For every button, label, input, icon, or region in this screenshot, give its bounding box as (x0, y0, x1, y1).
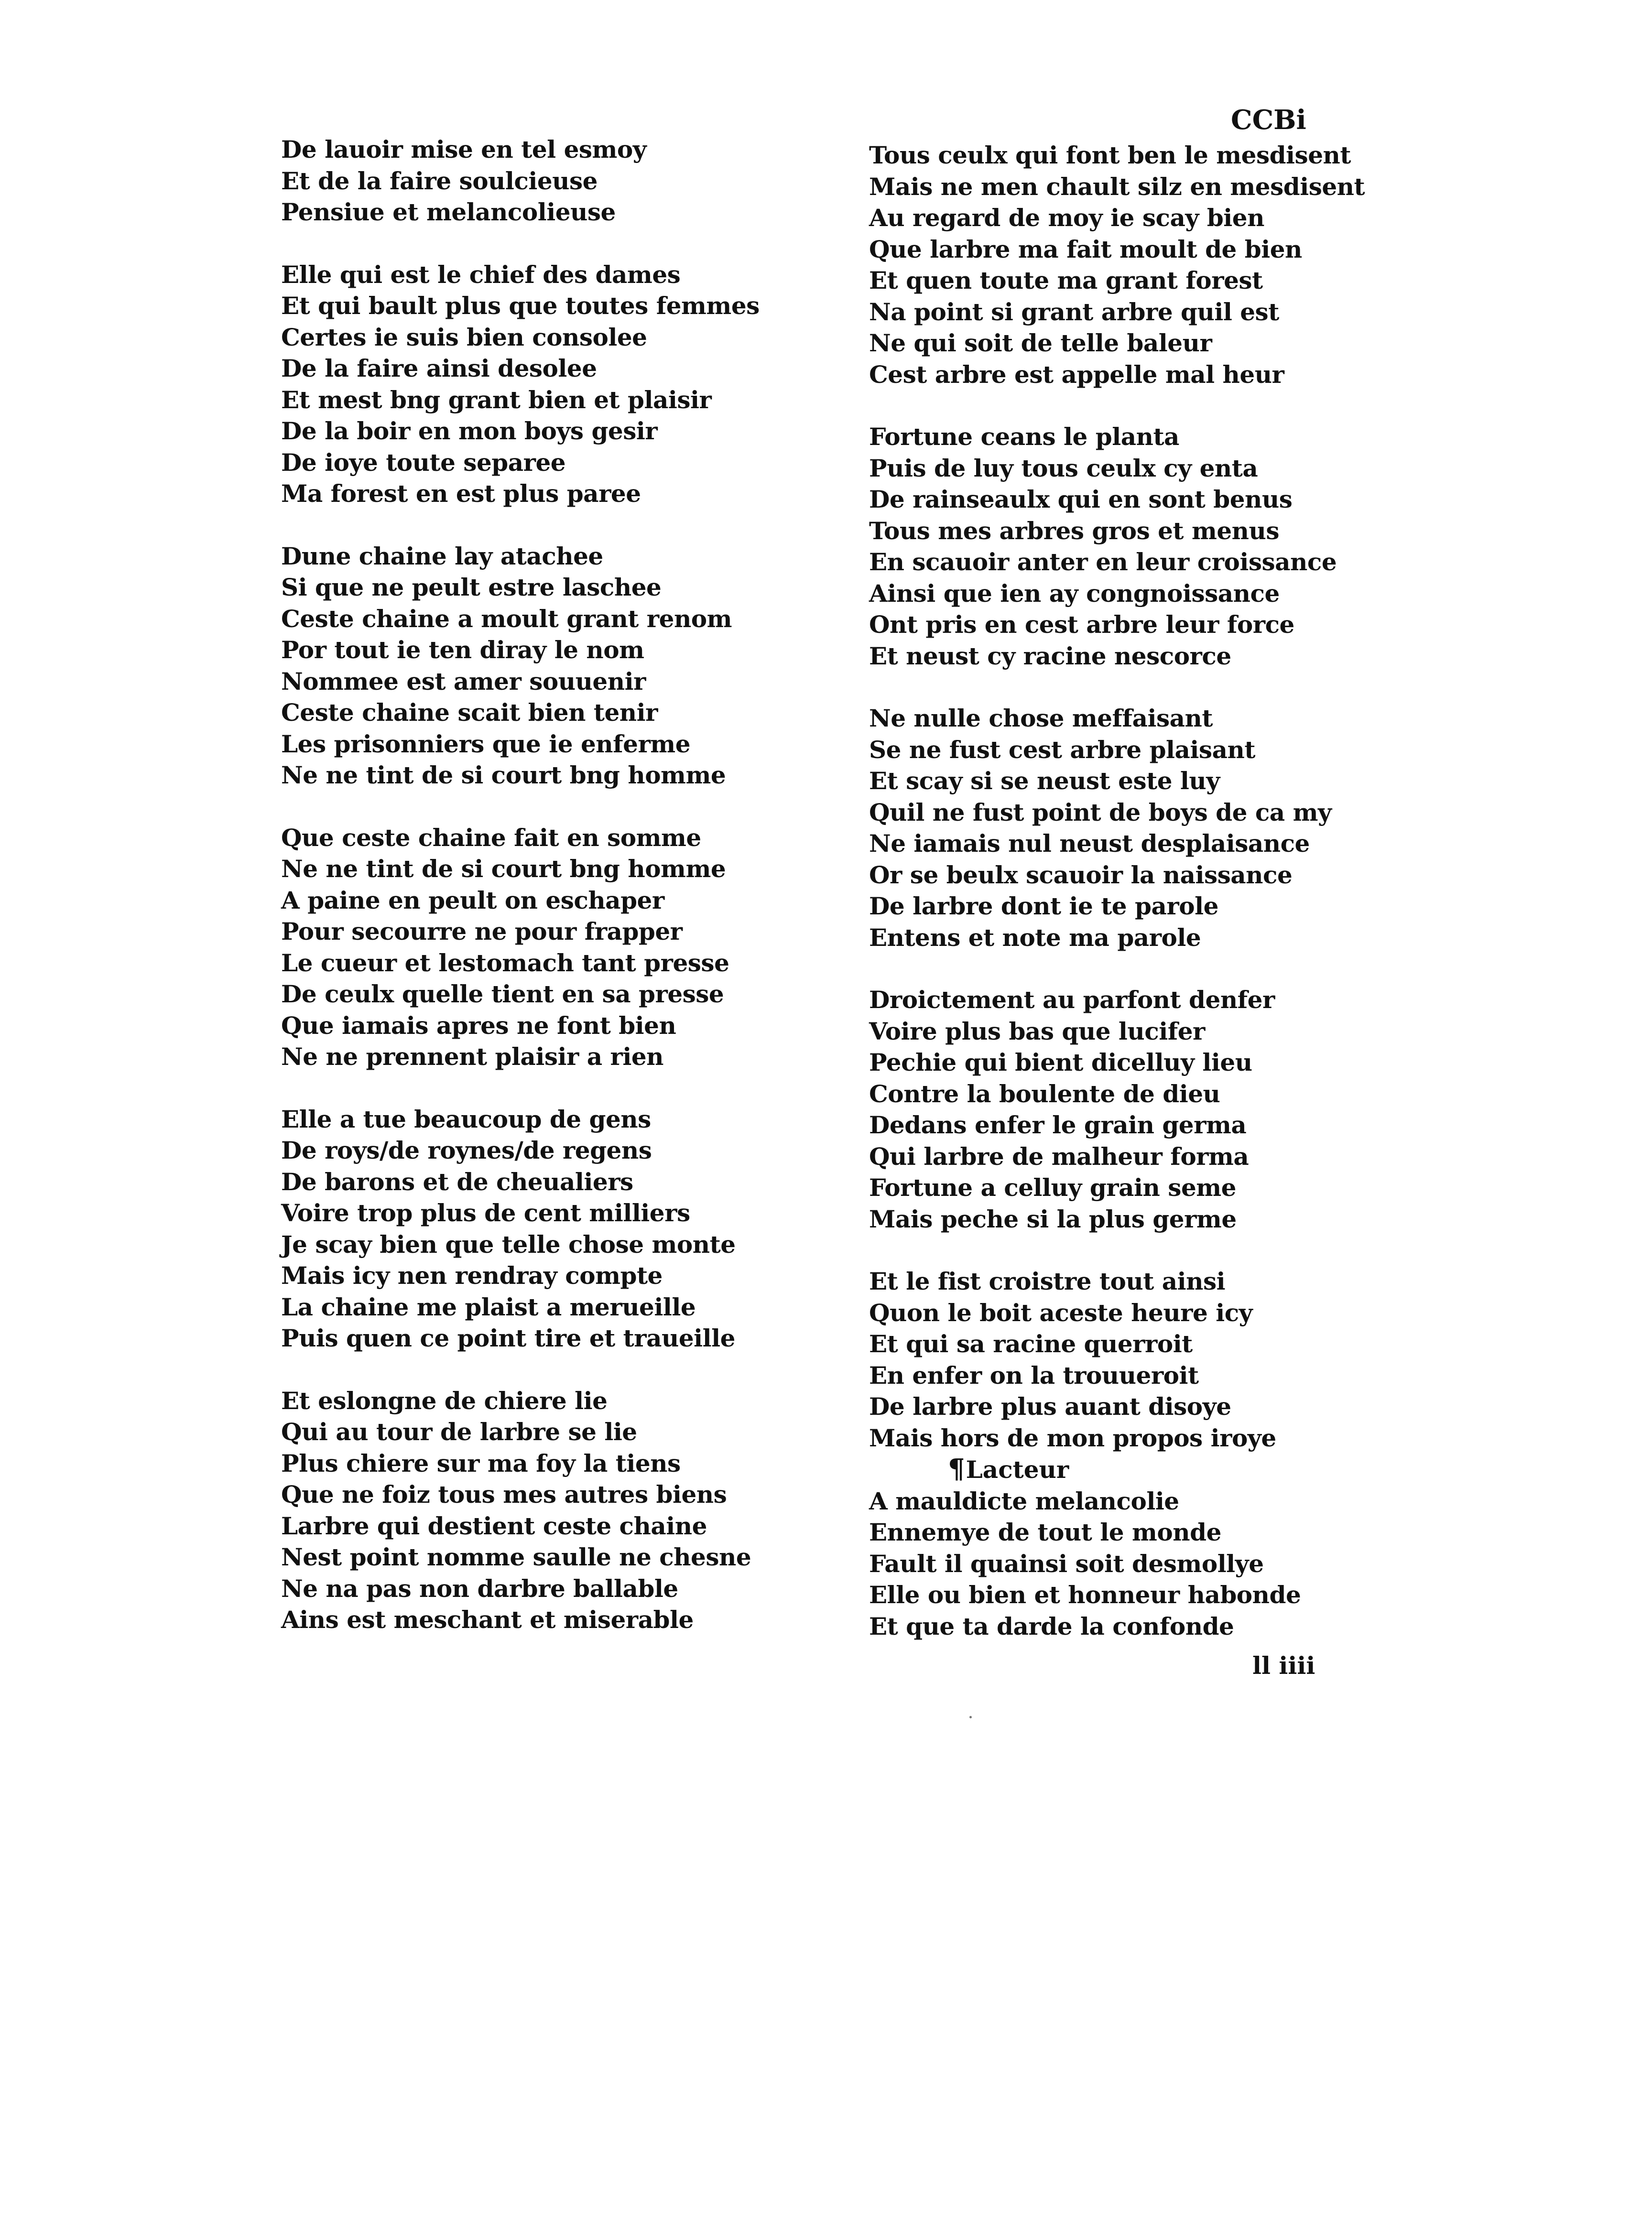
verse-line: Quil ne fust point de boys de ca my (869, 798, 1332, 826)
verse-line: Fortune ceans le planta (869, 423, 1179, 451)
verse-line: Et qui bault plus que toutes femmes (281, 292, 760, 320)
verse-line: En enfer on la trouueroit (869, 1361, 1199, 1389)
stanza (281, 1385, 831, 1636)
verse-line: Se ne fust cest arbre plaisant (869, 735, 1255, 764)
verse-line: Et qui sa racine querroit (869, 1330, 1193, 1358)
stanza (869, 421, 1419, 672)
verse-line: Ne nulle chose meffaisant (869, 704, 1213, 732)
verse-line: Le cueur et lestomach tant presse (281, 948, 729, 977)
verse-line: De larbre dont ie te parole (869, 892, 1218, 920)
verse-line: Ceste chaine scait bien tenir (281, 698, 658, 727)
verse-line: Qui larbre de malheur forma (869, 1142, 1249, 1171)
verse-line: Ainsi que ien ay congnoissance (869, 579, 1280, 608)
rubric-heading (869, 1454, 1419, 1486)
verse-line: Si que ne peult estre laschee (281, 573, 662, 601)
verse-line: Et le fist croistre tout ainsi (869, 1267, 1226, 1295)
verse-line: Larbre qui destient ceste chaine (281, 1511, 707, 1540)
left-column (281, 134, 831, 1667)
verse-line: Pensiue et melancolieuse (281, 198, 616, 226)
verse-line: Voire plus bas que lucifer (869, 1017, 1205, 1045)
verse-line: Ains est meschant et miserable (281, 1606, 694, 1634)
stanza (281, 134, 831, 228)
verse-line: Que iamais apres ne font bien (281, 1011, 676, 1040)
verse-line: Puis de luy tous ceulx cy enta (869, 454, 1258, 482)
verse-line: Certes ie suis bien consolee (281, 323, 647, 351)
verse-line: Tous ceulx qui font ben le mesdisent (869, 141, 1351, 169)
verse-line: Fault il quainsi soit desmollye (869, 1549, 1264, 1578)
verse-line: Puis quen ce point tire et traueille (281, 1324, 735, 1352)
verse-line: Mais peche si la plus germe (869, 1205, 1237, 1233)
verse-line: Ne iamais nul neust desplaisance (869, 829, 1310, 857)
verse-line: Pour secourre ne pour frapper (281, 917, 683, 945)
verse-line: Elle qui est le chief des dames (281, 260, 681, 289)
verse-line: Ont pris en cest arbre leur force (869, 610, 1294, 639)
verse-line: Mais icy nen rendray compte (281, 1261, 663, 1290)
verse-line: Plus chiere sur ma foy la tiens (281, 1449, 681, 1477)
verse-line: De la faire ainsi desolee (281, 354, 597, 382)
verse-line: De lauoir mise en tel esmoy (281, 135, 647, 163)
verse-line: En scauoir anter en leur croissance (869, 548, 1337, 576)
verse-line: Mais ne men chault silz en mesdisent (869, 172, 1365, 201)
verse-line: A paine en peult on eschaper (281, 886, 664, 914)
verse-line: Voire trop plus de cent milliers (281, 1199, 690, 1227)
verse-line: Nommee est amer souuenir (281, 667, 646, 695)
verse-line: Et de la faire soulcieuse (281, 166, 598, 195)
rubric-text: Lacteur (966, 1455, 1069, 1484)
verse-line: Ne ne tint de si court bng homme (281, 761, 726, 789)
stanza (281, 541, 831, 791)
verse-line: Elle a tue beaucoup de gens (281, 1105, 651, 1133)
verse-line: De roys/de roynes/de regens (281, 1136, 652, 1164)
verse-line: Qui au tour de larbre se lie (281, 1418, 637, 1446)
stanza (281, 1104, 831, 1354)
verse-line: Nest point nomme saulle ne chesne (281, 1543, 751, 1571)
verse-line: Cest arbre est appelle mal heur (869, 360, 1284, 389)
stanza (869, 1266, 1419, 1642)
verse-line: Et scay si se neust este luy (869, 767, 1220, 795)
verse-line: Que ne foiz tous mes autres biens (281, 1480, 727, 1509)
verse-line: Elle ou bien et honneur habonde (869, 1581, 1301, 1609)
signature-mark: ll iiii (1252, 1651, 1315, 1680)
verse-line: Ne qui soit de telle baleur (869, 329, 1212, 357)
verse-line: La chaine me plaist a merueille (281, 1292, 696, 1321)
verse-line: Et mest bng grant bien et plaisir (281, 385, 712, 414)
verse-line: Droictement au parfont denfer (869, 986, 1275, 1014)
verse-line: De barons et de cheualiers (281, 1167, 633, 1196)
verse-line: Mais hors de mon propos iroye (869, 1423, 1276, 1452)
verse-line: Dedans enfer le grain germa (869, 1111, 1247, 1139)
verse-line: Contre la boulente de dieu (869, 1079, 1220, 1108)
verse-line: Et quen toute ma grant forest (869, 266, 1263, 294)
verse-line: Quon le boit aceste heure icy (869, 1298, 1253, 1327)
verse-line: Fortune a celluy grain seme (869, 1173, 1236, 1202)
verse-line: De rainseaulx qui en sont benus (869, 485, 1293, 513)
verse-line: Entens et note ma parole (869, 923, 1201, 952)
folio-number: CCBi (1231, 104, 1306, 136)
verse-line: Et neust cy racine nescorce (869, 641, 1231, 670)
stanza (869, 140, 1419, 390)
verse-line: Que ceste chaine fait en somme (281, 823, 701, 852)
verse-line: Les prisonniers que ie enferme (281, 729, 691, 758)
verse-line: Ma forest en est plus paree (281, 479, 641, 508)
verse-line: Pechie qui bient dicelluy lieu (869, 1048, 1252, 1076)
verse-line: Ne ne prennent plaisir a rien (281, 1042, 664, 1071)
paper-speck (969, 1716, 972, 1718)
verse-line: De ioye toute separee (281, 448, 566, 477)
stanza (869, 703, 1419, 953)
verse-line: A mauldicte melancolie (869, 1487, 1179, 1515)
right-column (869, 140, 1419, 1673)
verse-line: Dune chaine lay atachee (281, 542, 603, 570)
stanza (869, 984, 1419, 1235)
verse-line: Ne na pas non darbre ballable (281, 1574, 678, 1603)
stanza (281, 259, 831, 510)
verse-line: Or se beulx scauoir la naissance (869, 860, 1293, 889)
verse-line: De larbre plus auant disoye (869, 1392, 1231, 1421)
verse-line: Ennemye de tout le monde (869, 1518, 1221, 1546)
verse-line: Et eslongne de chiere lie (281, 1386, 608, 1415)
verse-line: Por tout ie ten diray le nom (281, 636, 644, 664)
verse-line: Ceste chaine a moult grant renom (281, 604, 732, 633)
pilcrow-icon: ¶ (948, 1453, 965, 1485)
verse-line: Au regard de moy ie scay bien (869, 204, 1264, 232)
verse-line: Ne ne tint de si court bng homme (281, 855, 726, 883)
verse-line: Tous mes arbres gros et menus (869, 516, 1280, 545)
verse-line: De ceulx quelle tient en sa presse (281, 980, 724, 1008)
verse-line: De la boir en mon boys gesir (281, 417, 658, 445)
verse-line: Na point si grant arbre quil est (869, 297, 1279, 326)
verse-line: Je scay bien que telle chose monte (281, 1230, 736, 1259)
verse-line: Que larbre ma fait moult de bien (869, 235, 1302, 263)
stanza (281, 822, 831, 1073)
verse-line: Et que ta darde la confonde (869, 1612, 1234, 1640)
